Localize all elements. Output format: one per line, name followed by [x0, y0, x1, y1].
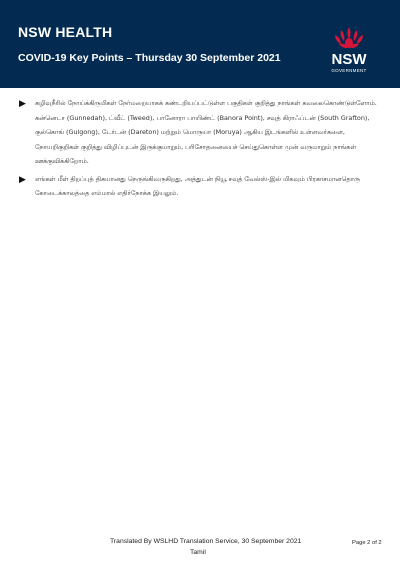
bullet-arrow-icon: ▶ [19, 98, 26, 108]
translation-note: Translated By WSLHD Translation Service, 30 September 2021 [110, 538, 302, 545]
page-number: Page 2 of 2 [352, 540, 382, 546]
waratah-icon [326, 25, 372, 53]
bullet-arrow-icon: ▶ [19, 173, 26, 184]
header-subtitle: COVID-19 Key Points – Thursday 30 September 2021 [18, 52, 281, 64]
key-points-list [18, 96, 380, 204]
logo-wordmark: NSW [331, 51, 367, 68]
header-title: NSW HEALTH [18, 24, 113, 40]
language-label: Tamil [190, 549, 206, 556]
key-point-text: கழிவுநீரில் நோய்க்கிருமிகள் நேர்மறையாகக் கண்டறியப்பட்டுள்ள பகுதிகள் குறித்து நாங்கள் கவலைகொண்டுள்ளோம். கன்னெடா (Gunnedah), ட்வீட் (Tweed), பானோரா பாயிண்ட் (Banora Point), சவுத் கிராஃப்டன் (South Grafton), குல்கொங் (Gulgong), டேர்டன் (Dareton) மற்றும் மொருயா (Moruya) ஆகிய இடங்களில் உள்ளவர்களை, நோயறிகுறிகள் குறித்து விழிப்புடன் இருக்குமாறும், பரிசோதனையைச் செய்துகொள்ள முன் வருமாறும் நாங்கள் ஊக்குவிக்கிறோம். [35, 99, 377, 165]
key-point-text: எங்கள் மீள் திறப்புத் திசுயானது நெருங்கிவருகிறது, அத்துடன் நியூ சவுத் வேல்ஸ்-இல் மிகவும் பிரகாசமானதொரு கோடைக்காலத்தை எம்மால் எதிர்நோக்க இயலும். [35, 174, 360, 197]
header-banner [0, 0, 400, 88]
logo-subtext: GOVERNMENT [331, 68, 367, 73]
nsw-government-logo [326, 25, 372, 79]
key-point-item [18, 96, 380, 169]
key-point-item [18, 172, 380, 201]
